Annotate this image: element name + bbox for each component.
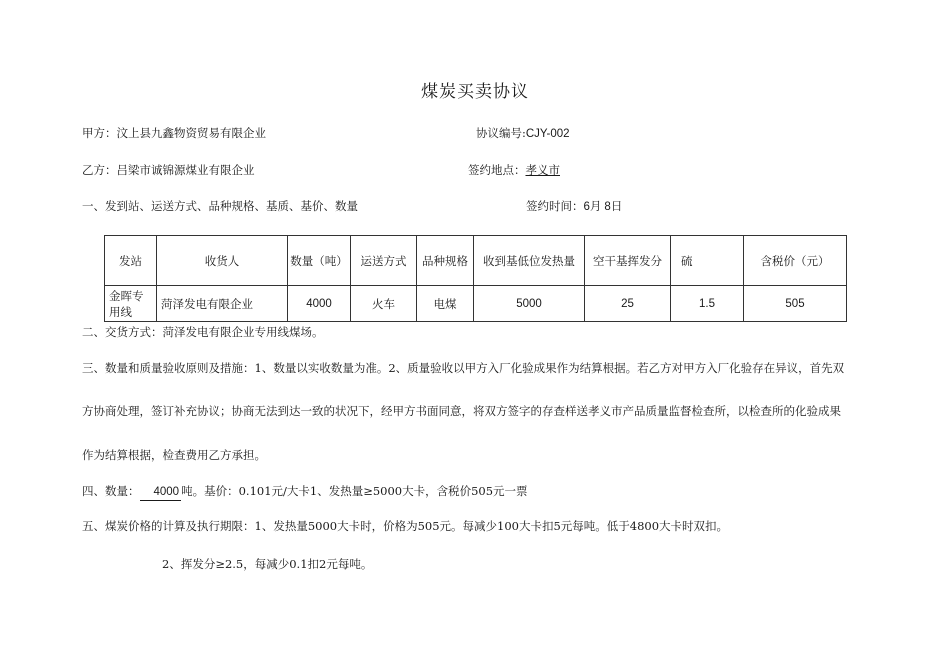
sign-time-label: 签约时间： <box>526 199 584 213</box>
section-4-rest: 吨。基价：0.101元/大卡1、发热量≥5000大卡，含税价505元一票 <box>181 484 528 498</box>
party-a-value: 汶上县九鑫物资贸易有限企业 <box>116 126 266 140</box>
table-header-cell: 运送方式 <box>351 236 417 286</box>
sign-place-line <box>468 162 560 178</box>
table-header-row <box>105 236 847 286</box>
section-4 <box>82 483 528 501</box>
table-cell: 1.5 <box>671 286 744 322</box>
table-cell: 4000 <box>288 286 351 322</box>
sign-time-month-unit: 月 <box>589 199 602 213</box>
table-cell: 25 <box>585 286 671 322</box>
table-header-cell: 空干基挥发分 <box>585 236 671 286</box>
party-a-line <box>82 125 266 141</box>
document-title: 煤炭买卖协议 <box>421 82 529 102</box>
section-4-quantity: 4000 <box>140 484 182 501</box>
section-5-item-2: 2、挥发分≥2.5，每减少0.1扣2元每吨。 <box>162 557 373 571</box>
sign-time-day-unit: 日 <box>610 199 623 213</box>
sign-time-day: 8 <box>604 201 611 213</box>
table-header-cell: 硫 <box>671 236 744 286</box>
party-b-value: 吕梁市诚锦源煤业有限企业 <box>116 163 255 177</box>
table-cell: 菏泽发电有限企业 <box>157 286 288 322</box>
section-3-line-3: 作为结算根据，检查费用乙方承担。 <box>82 448 266 462</box>
agreement-no-value: CJY-002 <box>525 128 570 140</box>
sign-place-value: 孝义市 <box>525 163 560 177</box>
section-5: 五、煤炭价格的计算及执行期限：1、发热量5000大卡时，价格为505元。每减少100大卡扣5元每吨。低于4800大卡时双扣。 <box>82 519 729 533</box>
specification-table <box>104 235 847 322</box>
party-b-label: 乙方： <box>82 163 117 177</box>
agreement-no-label: 协议编号: <box>476 126 526 140</box>
sign-time-line <box>526 198 622 215</box>
section-3-line-1: 三、数量和质量验收原则及措施：1、数量以实收数量为准。2、质量验收以甲方入厂化验成果作为结算根据。若乙方对甲方入厂化验存在异议，首先双 <box>82 361 845 375</box>
sign-place-label: 签约地点： <box>468 163 526 177</box>
agreement-no-line <box>476 125 570 142</box>
section-2: 二、交货方式：菏泽发电有限企业专用线煤场。 <box>82 325 324 339</box>
table-row <box>105 286 847 322</box>
party-b-line <box>82 162 255 178</box>
table-header-cell: 品种规格 <box>417 236 474 286</box>
section-1-heading: 一、发到站、运送方式、品种规格、基质、基价、数量 <box>82 199 358 213</box>
table-header-cell: 收货人 <box>157 236 288 286</box>
sign-time-month: 6 <box>583 201 590 213</box>
section-3-line-2: 方协商处理，签订补充协议；协商无法到达一致的状况下，经甲方书面同意，将双方签字的存查样送孝义市产品质量监督检查所，以检查所的化验成果 <box>82 404 841 418</box>
table-cell: 505 <box>744 286 847 322</box>
table-cell: 电煤 <box>417 286 474 322</box>
table-cell: 金晖专用线 <box>105 286 157 322</box>
table-header-cell: 含税价（元） <box>744 236 847 286</box>
table-cell: 5000 <box>474 286 585 322</box>
section-4-prefix: 四、数量： <box>82 484 140 498</box>
table-header-cell: 数量（吨） <box>288 236 351 286</box>
table-cell: 火车 <box>351 286 417 322</box>
table-header-cell: 收到基低位发热量 <box>474 236 585 286</box>
table-header-cell: 发站 <box>105 236 157 286</box>
party-a-label: 甲方： <box>82 126 117 140</box>
